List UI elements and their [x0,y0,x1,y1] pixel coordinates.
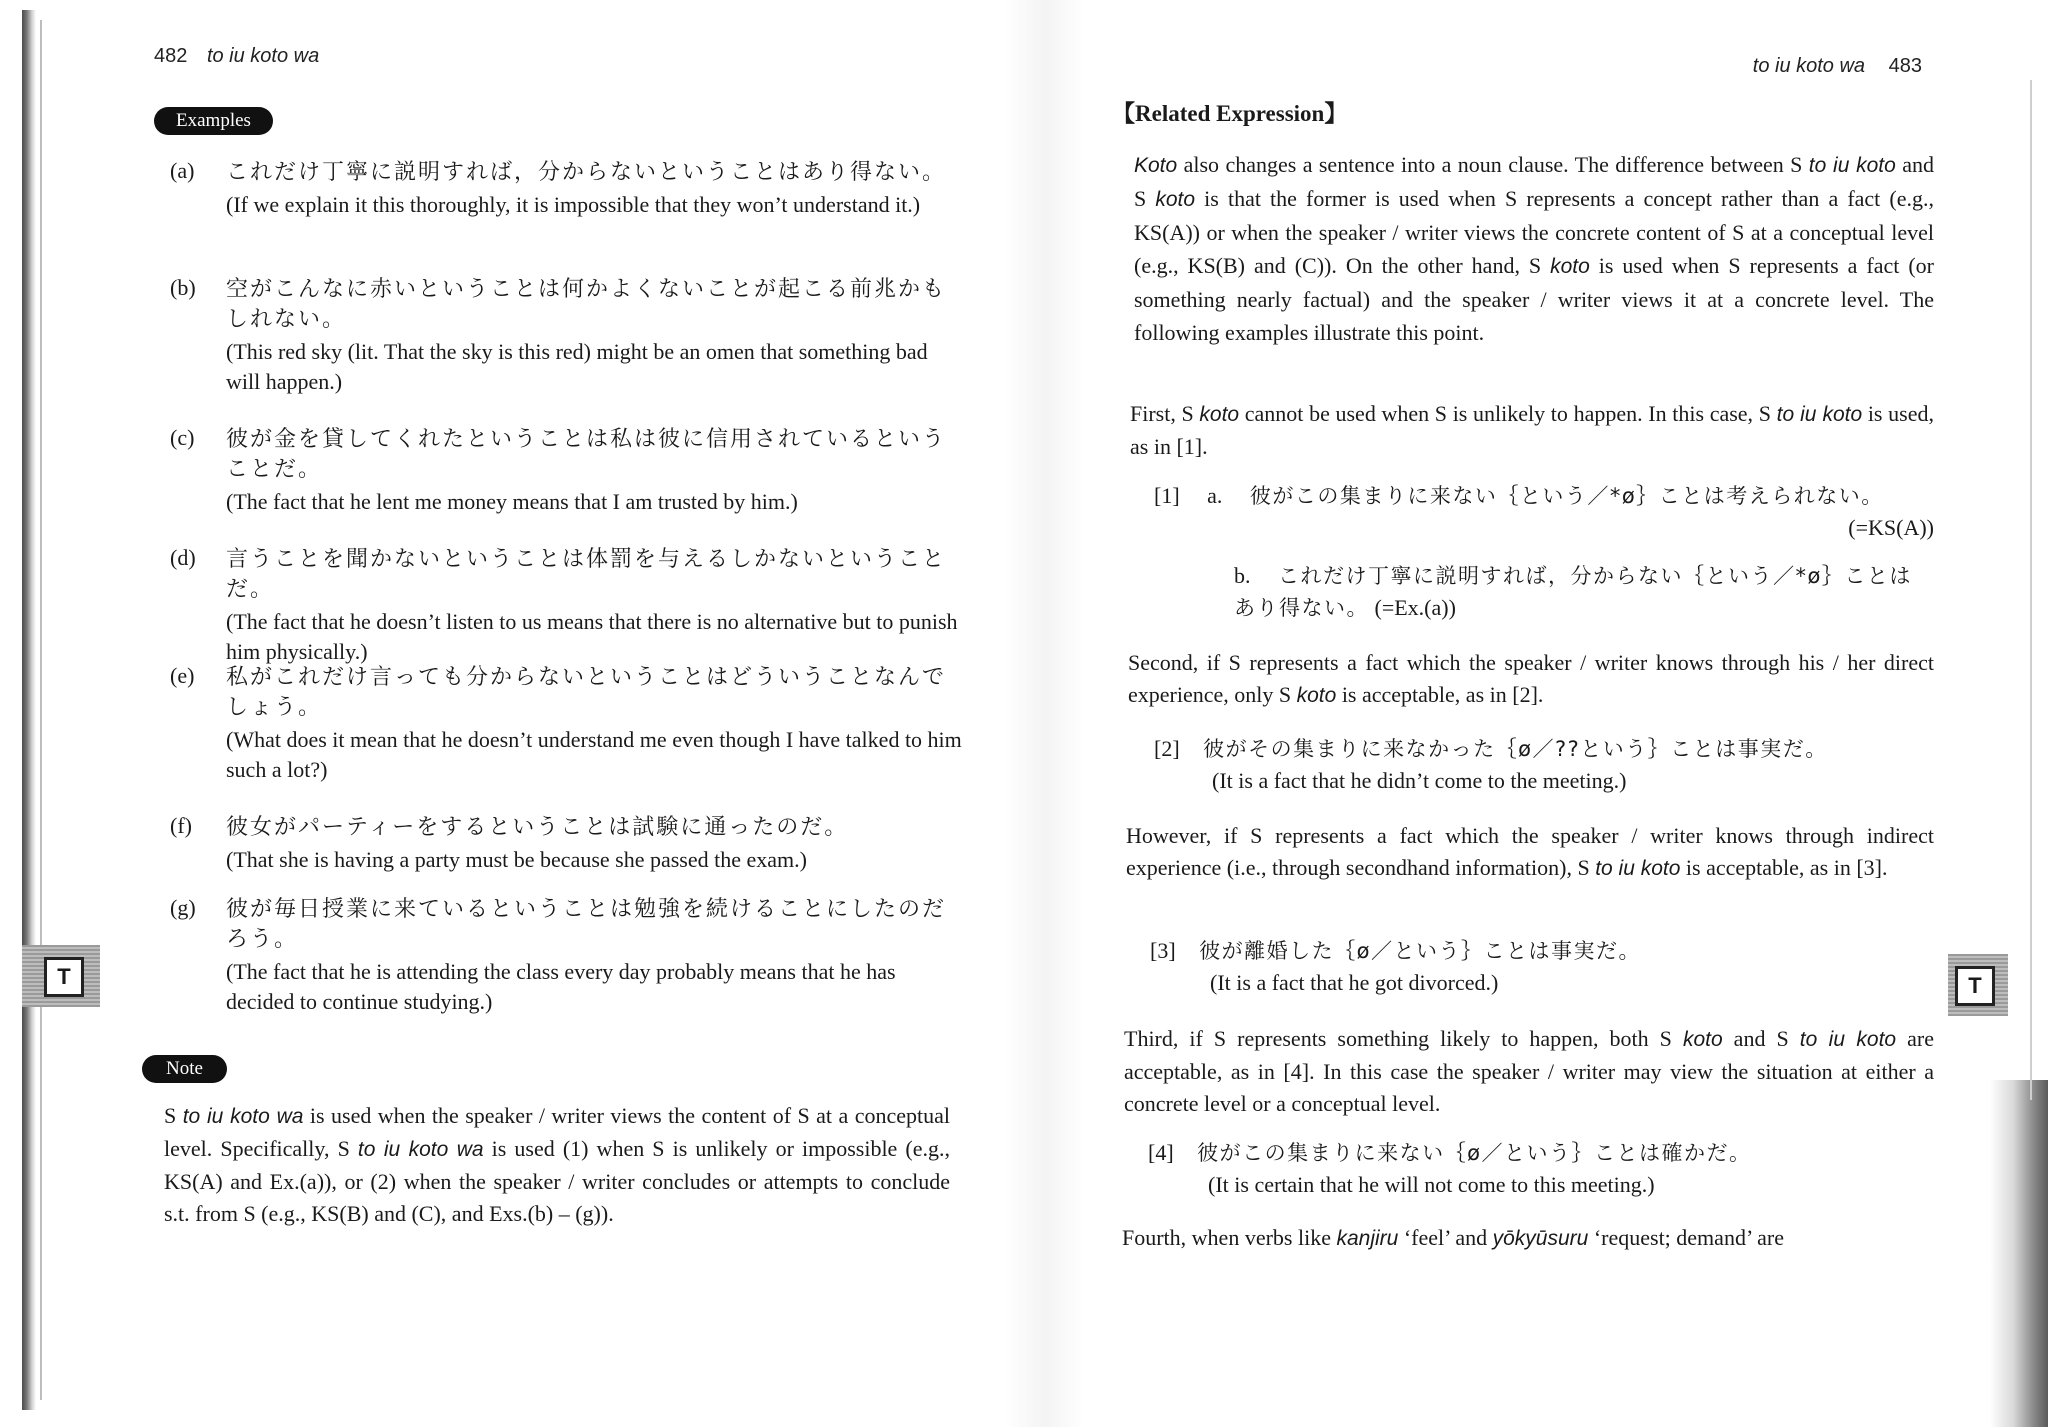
example-4 [1148,1137,1928,1201]
related-expression-heading: 【Related Expression】 [1112,101,1348,126]
example-japanese: 彼が金を貸してくれたということは私は彼に信用されているということだ。 [226,427,947,482]
left-page-edge [22,10,36,1410]
paragraph-4 [1126,820,1934,885]
example-translation: (The fact that he lent me money means that I am trusted by him.) [226,489,798,514]
example-label: (a) [170,158,195,183]
term: koto [1682,1028,1723,1051]
text: are acceptable, as in [4]. In this case the speaker / writer may view the situation at either a concrete level or a conceptual level. [1124,1026,1934,1116]
example-e [170,663,970,785]
term: kanjiru [1336,1227,1399,1250]
note-text: S [164,1103,183,1128]
paragraph-5 [1124,1023,1934,1120]
text: also changes a sentence into a noun clause. The difference between S [1177,152,1809,177]
example-label: (f) [170,813,192,838]
example-1 [1154,480,1934,624]
example-translation: (It is a fact that he didn’t come to the meeting.) [1212,768,1627,793]
running-title: to iu koto wa [206,45,320,67]
right-page [1112,0,1942,1427]
example-label: (d) [170,545,196,570]
term: koto [1550,255,1590,278]
left-page [140,0,970,1427]
text: is acceptable, as in [2]. [1336,682,1544,707]
page-number: 483 [1888,55,1922,77]
example-japanese: 彼が毎日授業に来ているということは勉強を続けることにしたのだろう。 [226,897,947,952]
term: Koto [1134,154,1178,177]
text: ‘feel’ and [1398,1225,1493,1250]
example-japanese: 空がこんなに赤いということは何かよくないことが起こる前兆かもしれない。 [226,277,947,332]
text: Fourth, when verbs like [1122,1225,1337,1250]
section-tab-t: T [44,957,84,997]
example-d [170,545,970,667]
example-translation: (This red sky (lit. That the sky is this red) might be an omen that something bad will happen.) [226,339,928,394]
section-tab-t: T [1955,966,1995,1006]
example-japanese: 彼女がパーティーをするということは試験に通ったのだ。 [226,815,849,840]
paragraph-1 [1134,148,1934,349]
right-page-header [1753,55,1922,78]
text: and S [1722,1026,1800,1051]
example-f [170,813,970,875]
term: to iu koto [1595,857,1681,880]
example-label: (g) [170,895,196,920]
example-japanese: 彼がこの集まりに来ない｛という／*ø｝ことは考えられない。 [1249,484,1884,508]
term: yōkyūsuru [1492,1227,1589,1250]
text: First, S [1130,401,1200,426]
text: is used, as in [1]. [1130,401,1934,459]
text: ‘request; demand’ are [1588,1225,1784,1250]
example-japanese: これだけ丁寧に説明すれば，分からない｛という／*ø｝ことはあり得ない。 [1234,564,1912,620]
example-translation: (It is certain that he will not come to this meeting.) [1208,1172,1655,1197]
text: cannot be used when S is unlikely to happen. In this case, S [1239,401,1777,426]
term: to iu koto [1776,403,1863,426]
example-number: [4] [1148,1140,1174,1165]
note-term: to iu koto wa [357,1138,484,1161]
example-translation: (If we explain it this thoroughly, it is impossible that they won’t understand it.) [226,192,921,217]
text: is acceptable, as in [3]. [1680,855,1888,880]
text: However, if S represents a fact which the speaker / writer knows through indirect experience (i.e., through secondhand information), S [1126,823,1934,880]
paragraph-6 [1122,1222,1934,1255]
gutter-shadow [1005,0,1085,1427]
example-label: (e) [170,663,195,688]
term: koto [1155,188,1196,211]
note-term: to iu koto wa [182,1105,304,1128]
note-label: Note [142,1055,227,1083]
example-a [170,158,970,220]
left-page-edge-line [40,20,42,1400]
example-reference: (=KS(A)) [1848,515,1934,540]
example-3 [1150,935,1930,999]
note-text: is used when the speaker / writer views the content of S at a conceptual level. Specifically, S [164,1103,950,1161]
term: to iu koto [1808,154,1896,177]
example-b [170,275,970,397]
example-japanese: 彼が離婚した｛ø／という｝ことは事実だ。 [1199,939,1642,963]
page-number: 482 [154,45,188,67]
text: is that the former is used when S represents a concept rather than a fact (e.g., KS(A)) or when the speaker / writer views the concrete content of S at a conceptual level (e.g., KS(B) and (C)). On the other hand, S [1134,186,1934,278]
example-translation: (What does it mean that he doesn’t understand me even though I have talked to him such a lot?) [226,727,962,782]
paragraph-3 [1128,647,1934,712]
text: is used when S represents a fact (or something nearly factual) and the speaker / writer views it at a concrete level. The following examples illustrate this point. [1134,253,1934,345]
right-page-edge-line [2030,80,2032,1100]
example-sub-label: a. [1207,483,1223,508]
note-text: is used (1) when S is unlikely or impossible (e.g., KS(A) and Ex.(a)), or (2) when the speaker / writer concludes or attempts to conclude s.t. from S (e.g., KS(B) and (C), and Exs.(b) – (g)). [164,1136,950,1226]
text: and S [1134,152,1934,211]
note-paragraph [164,1100,950,1230]
paragraph-2 [1130,398,1934,463]
example-number: [2] [1154,736,1180,761]
example-reference: (=Ex.(a)) [1374,595,1456,620]
example-japanese: 彼がその集まりに来なかった｛ø／??という｝ことは事実だ。 [1203,737,1828,761]
example-translation: (The fact that he doesn’t listen to us means that there is no alternative but to punish him physically.) [226,609,958,664]
example-japanese: これだけ丁寧に説明すれば，分からないということはあり得ない。 [226,160,947,185]
text: Second, if S represents a fact which the speaker / writer knows through his / her direct experience, only S [1128,650,1934,707]
left-page-header [154,45,319,68]
example-g [170,895,970,1017]
example-japanese: 私がこれだけ言っても分からないということはどういうことなんでしょう。 [226,665,947,720]
example-japanese: 彼がこの集まりに来ない｛ø／という｝ことは確かだ。 [1197,1141,1752,1165]
text: Third, if S represents something likely to happen, both S [1124,1026,1683,1051]
example-translation: (It is a fact that he got divorced.) [1210,970,1499,995]
running-title: to iu koto wa [1752,55,1866,77]
example-label: (b) [170,275,196,300]
examples-label: Examples [154,107,273,135]
term: koto [1296,684,1337,707]
right-page-edge [1990,1080,2048,1427]
example-label: (c) [170,425,195,450]
example-sub-label: b. [1234,563,1251,588]
example-1b [1234,560,1934,624]
example-japanese: 言うことを聞かないということは体罰を与えるしかないということだ。 [226,547,947,602]
term: to iu koto [1799,1028,1897,1051]
example-translation: (That she is having a party must be because she passed the exam.) [226,847,807,872]
example-number: [1] [1154,483,1180,508]
example-c [170,425,970,517]
example-number: [3] [1150,938,1176,963]
term: koto [1199,403,1240,426]
example-2 [1154,733,1934,797]
example-translation: (The fact that he is attending the class every day probably means that he has decided to continue studying.) [226,959,896,1014]
